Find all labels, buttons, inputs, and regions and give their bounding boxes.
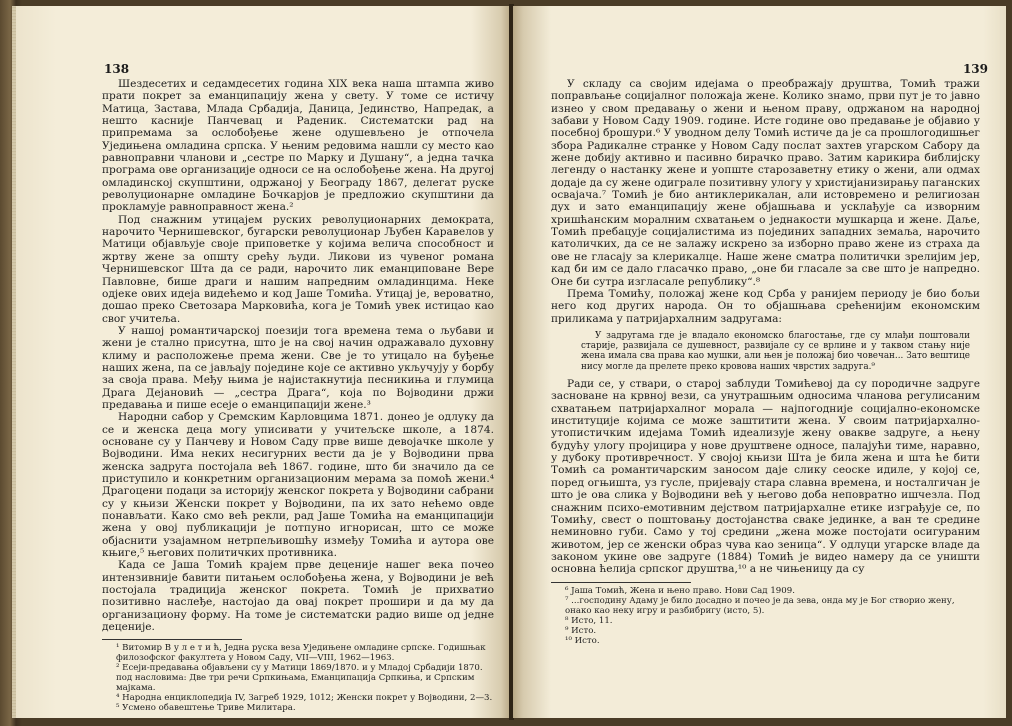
footnote: ² Есеји-предавања објављени су у Матици 1869/1870. и у Младој Србадији 1870. под насловима: Две три речи Српкињама, Еманципација Српкиња, и Српским мајкама. xyxy=(116,663,483,694)
quote-text: У задругама где је владало економско благостање, где су млађи поштовали старије, развијала се душевност, развијале су се врлине и у таквом стању није жена имала сва права као мушки, али њен је положај био човечан... Зато вештице нису могле да прелете преко кровова наших чврстих задруга.⁹ xyxy=(581,330,970,372)
footnote: ¹⁰ Исто. xyxy=(565,635,600,646)
paragraph: Под снажним утицајем руских револуционарних демократа, нарочито Чернишевског, бугарски револуционар Љубен Каравелов у Матици објављује своје приповетке у којима велича способност и жртву жене за општу срећу људи. Ликови из чувеног романа Чернишевског Шта да се ради, нарочито лик еманциповане Вере Павловне, бише драги и нашим напредним омладинцима. Неке одјеке ових идеја видећемо и код Јаше Томића. Утицај је, вероватно, дошао преко Светозара Марковића, кога је Томић увек истицао као свог учитеља. xyxy=(102,213,494,325)
paragraph: Шездесетих и седамдесетих година XIX века наша штампа живо прати покрет за еманципацију жена у свету. У томе се истичу Матица, Застава, Млада Србадија, Даница, Јединство, Напредак, а нешто касније Панчевац и Раденик. Систематски рад на припремама за ослобођење жене одушевљено је отпочела Уједињена омладина српска. У њеним редовима нашли су место као равноправни чланови и „сестре по Марку и Душану“, а једна тачка програма ове организације односи се на ослобођење жена. На другој омладинској скупштини, одржаној у Београду 1867, делегат руске револуционарне омладине Бочкарјов је предложио скупштини да прокламује равноправност жена.² xyxy=(102,78,494,214)
page-number-left: 138 xyxy=(104,62,130,76)
block-quote xyxy=(581,331,970,372)
footnote-rule xyxy=(551,582,691,583)
footnote: ¹ Витомир В у л е т и ћ, Једна руска веза Уједињене омладине српске. Годишњак филозофског факултета у Новом Саду, VII—VIII, 1962—1963. xyxy=(116,643,486,664)
right-page xyxy=(513,6,1006,718)
paragraph: Народни сабор у Сремским Карловцима 1871. донео је одлуку да се и женска деца могу уписивати у учитељске школе, а 1874. основане су у Панчеву и Новом Саду прве више девојачке школе у Војводини. Има неких несигурних вести да је у Војводини прва женска задруга постојала већ 1867. године, што би значило да се приступило и конкретним организационим мерама за помоћ жени.⁴ Драгоцени подаци за историју женског покрета у Војводини сабрани су у књизи Женски покрет у Војводини, па их зато нећемо овде понављати. Како смо већ рекли, рад Јаше Томића на еманципацији жена у овој публикацији је потпуно игнорисан, што се може објаснити узајамном нетрпељивошћу између Томића и аутора ове књиге,⁵ његових политичких противника. xyxy=(102,411,494,560)
paragraph: Према Томићу, положај жене код Срба у ранијем периоду је био бољи него код других народа. Он то објашњава срећенијим економским приликама у патријархалним задругама: xyxy=(551,287,980,325)
left-page xyxy=(16,6,510,718)
footnote: ⁷ ...господину Адаму је било досадно и почео је да зева, онда му је Бог створио жену, онако као неку игру и разбибригу (исто, 5). xyxy=(565,595,955,616)
left-page-body xyxy=(102,78,494,713)
paragraph: У складу са својим идејама о преображају друштва, Томић тражи поправљање социјалног положаја жене. Колико знамо, први пут је то јавно изнео у свом предавању о жени и њеном праву, одржаном на народној забави у Новом Саду 1909. године. Исте године ово предавање је објавио у посебној брошури.⁶ У уводном делу Томић истиче да је са прошлогодишњег збора Радикалне странке у Новом Саду послат захтев угарском Сабору да жене добију активно и пасивно бирачко право. Затим карикира библијску легенду о настанку жене и уопште старозаветну етику о жени, али одмах додаје да су жене одиграле позитивну улогу у христијанизирању паганских освајача.⁷ Томић је био антиклерикалан, али истовремено и религиозан дух и зато еманципацију жене објашњава и усклађује са изворним хришћанским моралним схватањем о једнакости мушкарца и жене. Даље, Томић пребацује социјалистима из појединих западних земаља, нарочито католичких, да се не залажу искрено за изборно право жене из страха да ове не гласају за клерикалце. Наше жене сматра политички зрелијим јер, кад би им се дало гласачко право, „оне би гласале за све што је напредно. Оне би сутра изгласале републику“.⁸ xyxy=(551,78,980,288)
right-page-body xyxy=(551,78,980,646)
footnote: ⁸ Исто, 11. xyxy=(565,615,613,626)
footnotes-right xyxy=(551,586,980,646)
footnote: ⁹ Исто. xyxy=(565,625,597,636)
paragraph: Ради се, у ствари, о старој заблуди Томићевој да су породичне задруге засноване на крвној вези, са унутрашњим односима чланова регулисаним схватањем патријархалног морала — најпогодније социјално-економске институције којима се може заштитити жена. У своим патријархално-утопистичким идејама Томић идеализује жену овакве задруге, а њену будућу улогу пројицира у нове друштвене односе, палајући тиме, наравно, у дубоку противречност. У својој књизи Шта је била жена и шта ће бити Томић са романтичарским заносом даје слику сеоске идиле, у којој се, поред огњишта, уз гусле, пријевају стара славна времена, и носталгичан је што је ова слика у Војводини већ у његово доба неповратно ишчезла. Под снажним психо-емотивним дејством патријархалне етике изграђује се, по Томићу, свест о поштовању достојанства сваке јединке, а ван те средине неминовно губи. Само у тој средини „жена може постојати осигураним животом, јер се женски образ чува као зеница“. У одлуци угарске владе да законом укине ове задруге (1884) Томић је видео намеру да се уништи основна ћелија српског друштва,¹⁰ а не чињеницу да су xyxy=(551,378,980,576)
paragraph: У нашој романтичарској поезији тога времена тема о љубави и жени је стално присутна, што је на свој начин одражавало духовну климу и расположење према жени. Све је то утицало на буђење нашиx жена, па се јављају поједине које се активно укључују у борбу за своја права. Међу њима је најистакнутија песникиња и глумица Драга Дејановић — „сестра Драга“, која по Војводини држи предавања и пише есеје о еманципацији жене.³ xyxy=(102,324,494,411)
footnotes-left xyxy=(102,643,494,713)
footnote: ⁴ Народна енциклопедија IV, Загреб 1929, 1012; Женски покрет у Војводини, 2—3. xyxy=(116,693,493,704)
footnote: ⁶ Јаша Томић, Жена и њено право. Нови Сад 1909. xyxy=(565,585,795,596)
paragraph: Када се Јаша Томић крајем прве деценије нашег века почео интензивније бавити питањем ослобођења жена, у Војводини је већ постојала традиција женског покрета. Томић је прихватио позитивно наслеђе, настојао да овај покрет прошири и да му да организациону форму. На томе је систематски радио више од једне деценије. xyxy=(102,559,494,634)
page-number-right: 139 xyxy=(962,62,988,76)
footnote: ⁵ Усмено обавештење Триве Милитара. xyxy=(116,703,296,714)
footnote-rule xyxy=(102,639,242,640)
